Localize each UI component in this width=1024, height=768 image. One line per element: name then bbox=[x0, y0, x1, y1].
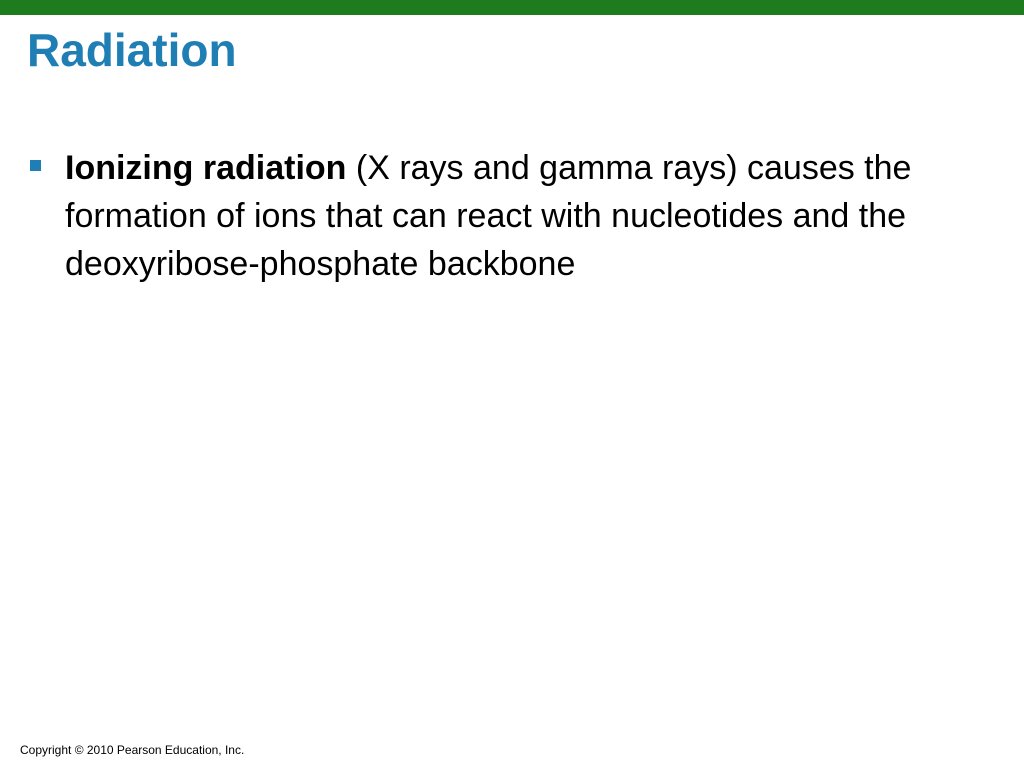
bullet-text: (X rays and gamma rays) causes the formation of ions that can react with nucleotides and the deoxyribose-phosphate backbone bbox=[65, 149, 912, 283]
slide-title: Radiation bbox=[27, 24, 237, 76]
top-accent-bar bbox=[0, 0, 1024, 15]
square-bullet-icon bbox=[30, 160, 41, 171]
bullet-term: Ionizing radiation bbox=[65, 149, 347, 187]
bullet-list bbox=[30, 144, 1005, 288]
bullet-item bbox=[30, 144, 1005, 288]
copyright-footer: Copyright © 2010 Pearson Education, Inc. bbox=[20, 743, 245, 757]
